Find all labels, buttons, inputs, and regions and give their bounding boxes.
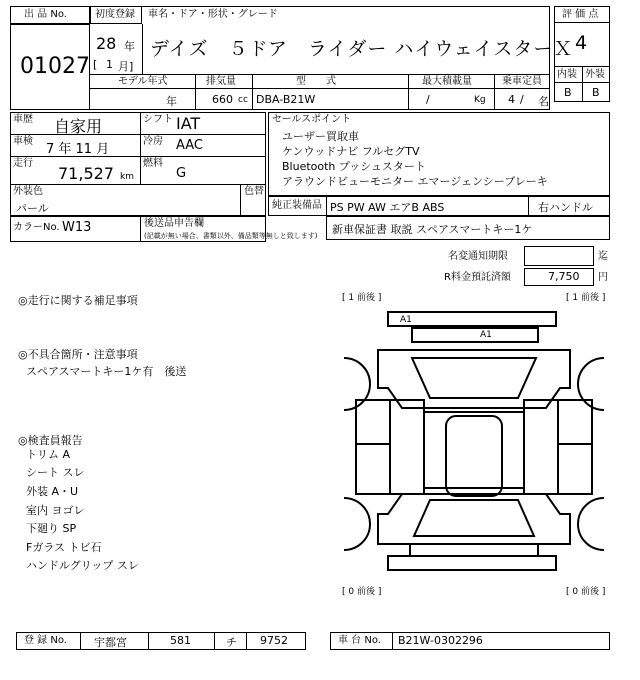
rear-right-door bbox=[558, 444, 592, 494]
capacity-slash: / bbox=[520, 93, 524, 106]
history-label: 車歴 bbox=[13, 114, 33, 125]
capacity-value: 4 bbox=[508, 93, 515, 106]
inspection-label: 車検 bbox=[13, 136, 33, 147]
front-left-door bbox=[356, 400, 390, 444]
reg-vdiv1 bbox=[80, 632, 81, 650]
grade-vdiv bbox=[582, 66, 583, 102]
shift-label: シフト bbox=[143, 114, 173, 125]
grade-line1 bbox=[554, 22, 610, 23]
reg-number-label: 登 録 No. bbox=[24, 635, 67, 646]
capacity-unit: 名 bbox=[538, 95, 549, 108]
reg-vdiv4 bbox=[246, 632, 247, 650]
lot-number: 01027 bbox=[20, 54, 90, 79]
damage-mark-a1-bumper: A1 bbox=[400, 315, 412, 325]
grade-label: 評 価 点 bbox=[562, 9, 599, 20]
load-label: 最大積載量 bbox=[422, 76, 472, 87]
equipment-value: PS PW AW エアB ABS bbox=[330, 201, 445, 214]
front-right-door bbox=[558, 400, 592, 444]
rear-bumper-outline bbox=[388, 556, 556, 570]
specs-row1 bbox=[10, 134, 266, 135]
model-year-label: モデル年式 bbox=[118, 76, 168, 87]
subrow-top-line bbox=[90, 74, 550, 75]
reg-vdiv2 bbox=[148, 632, 149, 650]
after-label: 後送品申告欄 bbox=[144, 218, 204, 229]
colorno-vdiv bbox=[140, 216, 141, 242]
reg-vdiv3 bbox=[214, 632, 215, 650]
reg-year-unit: 年 bbox=[124, 40, 135, 53]
subrow-div4 bbox=[494, 74, 495, 110]
reg-kana: チ bbox=[226, 636, 237, 649]
inspector-line-4: 室内 ヨゴレ bbox=[26, 504, 85, 517]
front-bumper-outline bbox=[388, 312, 556, 326]
color-label: 外装色 bbox=[13, 186, 43, 197]
subrow-div1 bbox=[195, 74, 196, 110]
displacement-value: 660 bbox=[212, 93, 233, 106]
inspector-line-5: 下廻り SP bbox=[26, 522, 77, 535]
inspector-line-2: シート スレ bbox=[26, 466, 85, 479]
specs-row3 bbox=[10, 184, 266, 185]
warranty-value: 新車保証書 取説 スペアスマートキー1ケ bbox=[332, 223, 533, 236]
type-value: DBA-B21W bbox=[256, 93, 316, 106]
right-pillar bbox=[524, 400, 558, 494]
reg-year: 28 bbox=[96, 34, 117, 53]
rear-left-wheel bbox=[344, 498, 370, 550]
interior-label: 内装 bbox=[557, 69, 577, 80]
ac-label: 冷房 bbox=[143, 136, 163, 147]
diagram-corner-tr: [ 1 前後 ] bbox=[566, 293, 606, 303]
recycle-label: R料金預託済額 bbox=[444, 272, 511, 283]
shift-value: IAT bbox=[176, 114, 201, 133]
equipment-vdiv1 bbox=[326, 196, 327, 216]
lot-label: 出 品 No. bbox=[24, 9, 67, 20]
reg-month: 1 bbox=[106, 58, 113, 71]
specs-vdiv bbox=[140, 112, 141, 184]
color-no-value: W13 bbox=[62, 220, 92, 235]
sales-item-4: アラウンドビューモニター エマージェンシーブレーキ bbox=[282, 175, 548, 188]
left-pillar bbox=[390, 400, 424, 494]
diagram-corner-tl: [ 1 前後 ] bbox=[342, 293, 382, 303]
mileage-label: 走行 bbox=[13, 158, 33, 169]
change-notice-label: 名変通知期限 bbox=[448, 251, 508, 262]
car-name: デイズ ５ドア ライダー ハイウェイスターＸ bbox=[150, 38, 574, 60]
inspector-line-6: Fガラス トビ石 bbox=[26, 541, 102, 554]
change-notice-box bbox=[524, 246, 594, 266]
type-label: 型 式 bbox=[296, 76, 336, 87]
fuel-value: G bbox=[176, 166, 187, 181]
history-value: 自家用 bbox=[54, 117, 103, 136]
model-year-unit: 年 bbox=[166, 95, 177, 108]
inspector-line-3: 外装 A・U bbox=[26, 485, 79, 498]
subrow-div3 bbox=[408, 74, 409, 110]
after-note: (記載が無い場合、書類以外、備品類等無しと致します) bbox=[144, 232, 318, 240]
car-name-label: 車名・ドア・形状・グレード bbox=[148, 9, 278, 20]
specs-color-vdiv bbox=[240, 184, 241, 216]
roof-outline bbox=[446, 416, 502, 496]
chassis-label: 車 台 No. bbox=[338, 635, 381, 646]
defect-title: ◎不具合箇所・注意事項 bbox=[18, 348, 138, 361]
inspector-title: ◎検査員報告 bbox=[18, 434, 83, 447]
mileage-unit: km bbox=[120, 172, 134, 182]
color-value: パール bbox=[16, 202, 49, 215]
reg-divider bbox=[142, 24, 143, 74]
diagram-corner-bl: [ 0 前後 ] bbox=[342, 587, 382, 597]
chassis-vdiv bbox=[392, 632, 393, 650]
interior-grade: B bbox=[564, 86, 572, 99]
color-change-label: 色替 bbox=[244, 186, 264, 197]
reg-month-open: [ bbox=[93, 58, 98, 71]
mileage-value: 71,527 bbox=[58, 164, 114, 183]
windshield-outline bbox=[412, 358, 536, 398]
fuel-label: 燃料 bbox=[143, 158, 163, 169]
inspector-line-7: ハンドルグリップ スレ bbox=[26, 559, 139, 572]
capacity-label: 乗車定員 bbox=[502, 76, 542, 87]
diagram-corner-br: [ 0 前後 ] bbox=[566, 587, 606, 597]
reg-label: 初度登録 bbox=[95, 9, 135, 20]
subrow-div2 bbox=[252, 74, 253, 110]
reg-region: 宇都宮 bbox=[94, 636, 127, 649]
equipment-vdiv2 bbox=[528, 196, 529, 216]
reg-class: 581 bbox=[170, 634, 191, 647]
change-notice-unit: 迄 bbox=[598, 251, 608, 262]
displacement-unit: cc bbox=[238, 95, 248, 105]
ac-value: AAC bbox=[176, 138, 203, 153]
subrow-mid-line bbox=[90, 88, 550, 89]
defect-text: スペアスマートキー1ケ有 後送 bbox=[26, 365, 187, 378]
rear-right-wheel bbox=[578, 498, 604, 550]
cabin-outline bbox=[424, 412, 524, 488]
displacement-label: 排気量 bbox=[206, 76, 236, 87]
handle-value: 右ハンドル bbox=[538, 201, 593, 214]
front-grille-outline bbox=[412, 328, 538, 342]
sales-item-3: Bluetooth プッシュスタート bbox=[282, 160, 426, 173]
reg-number: 9752 bbox=[260, 634, 288, 647]
load-slash: / bbox=[426, 93, 430, 106]
driving-remarks-title: ◎走行に関する補足事項 bbox=[18, 294, 138, 307]
rear-panel-outline bbox=[410, 544, 538, 556]
chassis-value: B21W-0302296 bbox=[398, 634, 483, 647]
rear-left-door bbox=[356, 444, 390, 494]
car-diagram bbox=[338, 288, 610, 604]
damage-mark-a1-grille: A1 bbox=[480, 330, 492, 340]
sales-item-1: ユーザー買取車 bbox=[282, 130, 359, 143]
equipment-label: 純正装備品 bbox=[272, 200, 322, 211]
exterior-grade: B bbox=[592, 86, 600, 99]
recycle-value: 7,750 bbox=[548, 270, 580, 283]
grade-value: 4 bbox=[575, 32, 588, 54]
recycle-unit: 円 bbox=[598, 272, 608, 283]
rear-window-outline bbox=[414, 500, 534, 536]
inspection-value: 7 年 11 月 bbox=[46, 142, 110, 157]
exterior-label: 外装 bbox=[585, 69, 605, 80]
sales-item-2: ケンウッドナビ フルセグTV bbox=[282, 145, 420, 158]
color-no-label: カラーNo. bbox=[13, 222, 60, 233]
reg-month-unit: 月] bbox=[118, 60, 134, 73]
sales-title: セールスポイント bbox=[272, 114, 352, 125]
load-unit: Kg bbox=[474, 95, 486, 105]
inspector-line-1: トリム A bbox=[26, 448, 71, 461]
